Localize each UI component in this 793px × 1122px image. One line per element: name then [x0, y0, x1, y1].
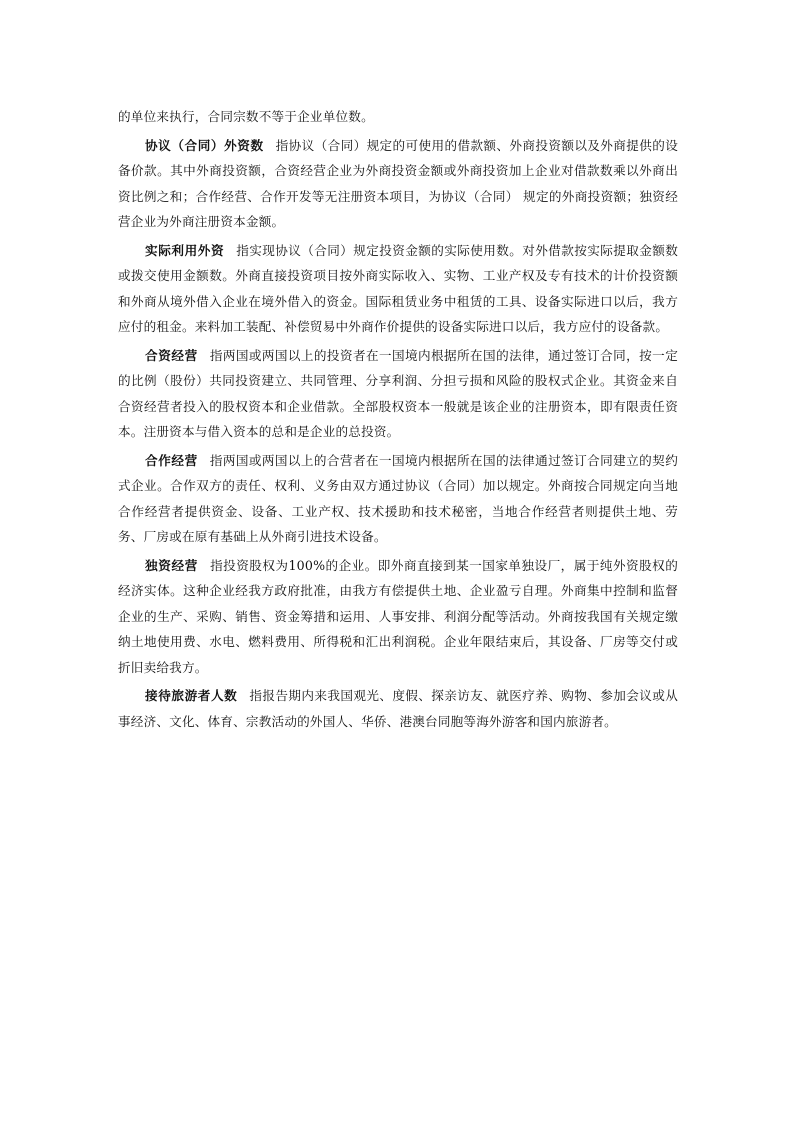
entry-text: 指投资股权为100%的企业。即外商直接到某一国家单独设厂，属于纯外资股权的经济实体。这种企业经我方政府批准，由我方有偿提供土地、企业盈亏自理。外商集中控制和监督企业的生产、采购、销售、资金筹措和运用、人事安排、利润分配等活动。外商按我国有关规定缴纳土地使用费、水电、燃料费用、所得税和汇出利润税。企业年限结束后，其设备、厂房等交付或折旧卖给我方。	[118, 557, 678, 675]
entry-cooperative-operation	[118, 448, 678, 550]
entry-term: 实际利用外资	[145, 242, 225, 258]
entry-actual-foreign-capital	[118, 238, 678, 340]
entry-term: 独资经营	[145, 557, 199, 573]
document-body	[118, 104, 678, 737]
entry-sole-proprietorship	[118, 553, 678, 681]
entry-text: 指两国或两国以上的合营者在一国境内根据所在国的法律通过签订合同建立的契约式企业。合作双方的责任、权利、义务由双方通过协议（合同）加以规定。外商按合同规定向当地合作经营者提供资金、设备、工业产权、技术援助和技术秘密，当地合作经营者则提供土地、劳务、厂房或在原有基础上从外商引进技术设备。	[118, 452, 678, 544]
entry-text: 指报告期内来我国观光、度假、探亲访友、就医疗养、购物、参加会议或从事经济、文化、体育、宗教活动的外国人、华侨、港澳台同胞等海外游客和国内旅游者。	[118, 688, 678, 729]
entry-joint-venture	[118, 343, 678, 445]
entry-text: 指实现协议（合同）规定投资金额的实际使用数。对外借款按实际提取金额数或拨交使用金额数。外商直接投资项目按外商实际收入、实物、工业产权及专有技术的计价投资额和外商从境外借入企业在境外借入的资金。国际租赁业务中租赁的工具、设备实际进口以后，我方应付的租金。来料加工装配、补偿贸易中外商作价提供的设备实际进口以后，我方应付的设备款。	[118, 242, 678, 334]
entry-tourist-count	[118, 683, 678, 734]
entry-term: 合资经营	[145, 347, 198, 363]
entry-agreement-foreign-capital	[118, 133, 678, 235]
entry-term: 接待旅游者人数	[145, 688, 238, 703]
entry-text: 指协议（合同）规定的可使用的借款额、外商投资额以及外商提供的设备价款。其中外商投资额，合资经营企业为外商投资金额或外商投资加上企业对借款数乘以外商出资比例之和；合作经营、合作开发等无注册资本项目，为协议（合同） 规定的外商投资额；独资经营企业为外商注册资本金额。	[118, 137, 678, 229]
entry-term: 合作经营	[145, 452, 198, 468]
entry-text: 指两国或两国以上的投资者在一国境内根据所在国的法律，通过签订合同，按一定的比例（股份）共同投资建立、共同管理、分享利润、分担亏损和风险的股权式企业。其资金来自合资经营者投入的股权资本和企业借款。全部股权资本一般就是该企业的注册资本，即有限责任资本。注册资本与借入资本的总和是企业的总投资。	[118, 347, 678, 439]
entry-term: 协议（合同）外资数	[145, 137, 264, 153]
lead-paragraph: 的单位来执行，合同宗数不等于企业单位数。	[118, 109, 374, 124]
